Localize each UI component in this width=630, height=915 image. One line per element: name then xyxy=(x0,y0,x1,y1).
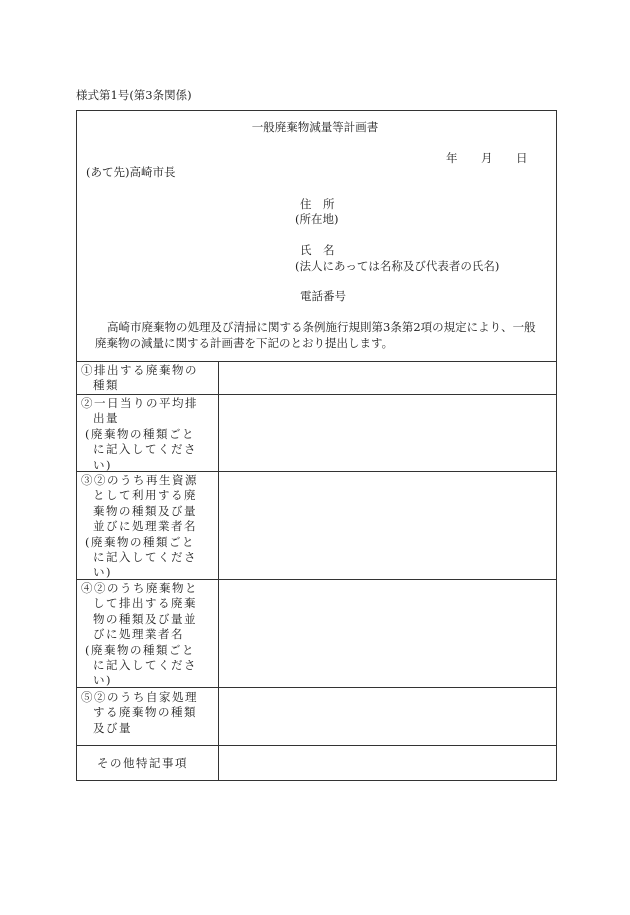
row-label-line: ②一日当りの平均排 xyxy=(81,396,198,410)
row-label xyxy=(81,581,216,689)
row-label-line: (廃棄物の種類ごと xyxy=(85,534,195,549)
address-label: 住 所 xyxy=(300,197,335,211)
row-label-line: 並びに処理業者名 xyxy=(93,519,197,534)
row-label xyxy=(81,363,216,394)
row-label-line: する廃棄物の種類 xyxy=(93,705,197,720)
row-label xyxy=(81,473,216,581)
column-divider xyxy=(218,361,219,781)
form-number: 様式第1号(第3条関係) xyxy=(76,88,192,102)
address-sub-label: (所在地) xyxy=(295,212,339,226)
row-label-line: ③②のうち再生資源 xyxy=(81,473,198,487)
row-label-line: (廃棄物の種類ごと xyxy=(85,426,195,441)
row-value-field[interactable] xyxy=(225,398,550,467)
date-day: 日 xyxy=(516,151,528,165)
row-label xyxy=(81,396,216,473)
row-label-line: 出量 xyxy=(93,411,119,426)
row-label xyxy=(81,690,216,736)
row-label-line: 種類 xyxy=(93,378,119,393)
phone-label: 電話番号 xyxy=(300,289,346,303)
row-label-line: して排出する廃棄 xyxy=(93,596,197,611)
row-label-line: い) xyxy=(93,457,112,472)
date-year: 年 xyxy=(446,151,458,165)
row-value-field[interactable] xyxy=(225,365,550,390)
document-title: 一般廃棄物減量等計画書 xyxy=(251,120,379,134)
row-label xyxy=(97,756,232,771)
row-label-line: い) xyxy=(93,565,112,580)
statement-line-1: 高崎市廃棄物の処理及び清掃に関する条例施行規則第3条第2項の規定により、一般 xyxy=(107,320,536,334)
addressee: (あて先)高崎市長 xyxy=(86,165,176,179)
row-label-line: 物の種類及び量並 xyxy=(93,611,197,626)
name-sub-label: (法人にあっては名称及び代表者の氏名) xyxy=(295,259,500,273)
row-label-line: ①排出する廃棄物の xyxy=(81,363,198,377)
row-label-line: 及び量 xyxy=(93,720,132,735)
row-value-field[interactable] xyxy=(225,749,550,777)
name-label: 氏 名 xyxy=(300,243,335,257)
row-label-line: に記入してくださ xyxy=(93,442,197,457)
row-value-field[interactable] xyxy=(225,475,550,575)
row-divider xyxy=(76,361,557,362)
row-label-line: に記入してくださ xyxy=(93,658,197,673)
row-divider xyxy=(76,745,557,746)
statement-line-2: 廃棄物の減量に関する計画書を下記のとおり提出します。 xyxy=(95,336,394,350)
row-label-line: として利用する廃 xyxy=(93,488,197,503)
row-label-line: (廃棄物の種類ごと xyxy=(85,642,195,657)
row-label-line: ⑤②のうち自家処理 xyxy=(81,690,198,704)
row-value-field[interactable] xyxy=(225,583,550,683)
row-label-line: に記入してくださ xyxy=(93,550,197,565)
row-label-line: びに処理業者名 xyxy=(93,627,184,642)
row-label-line: ④②のうち廃棄物と xyxy=(81,581,198,595)
date-month: 月 xyxy=(481,151,493,165)
row-divider xyxy=(76,394,557,395)
row-value-field[interactable] xyxy=(225,691,550,741)
row-label-line: その他特記事項 xyxy=(97,756,188,770)
row-label-line: い) xyxy=(93,673,112,688)
row-label-line: 棄物の種類及び量 xyxy=(93,503,197,518)
